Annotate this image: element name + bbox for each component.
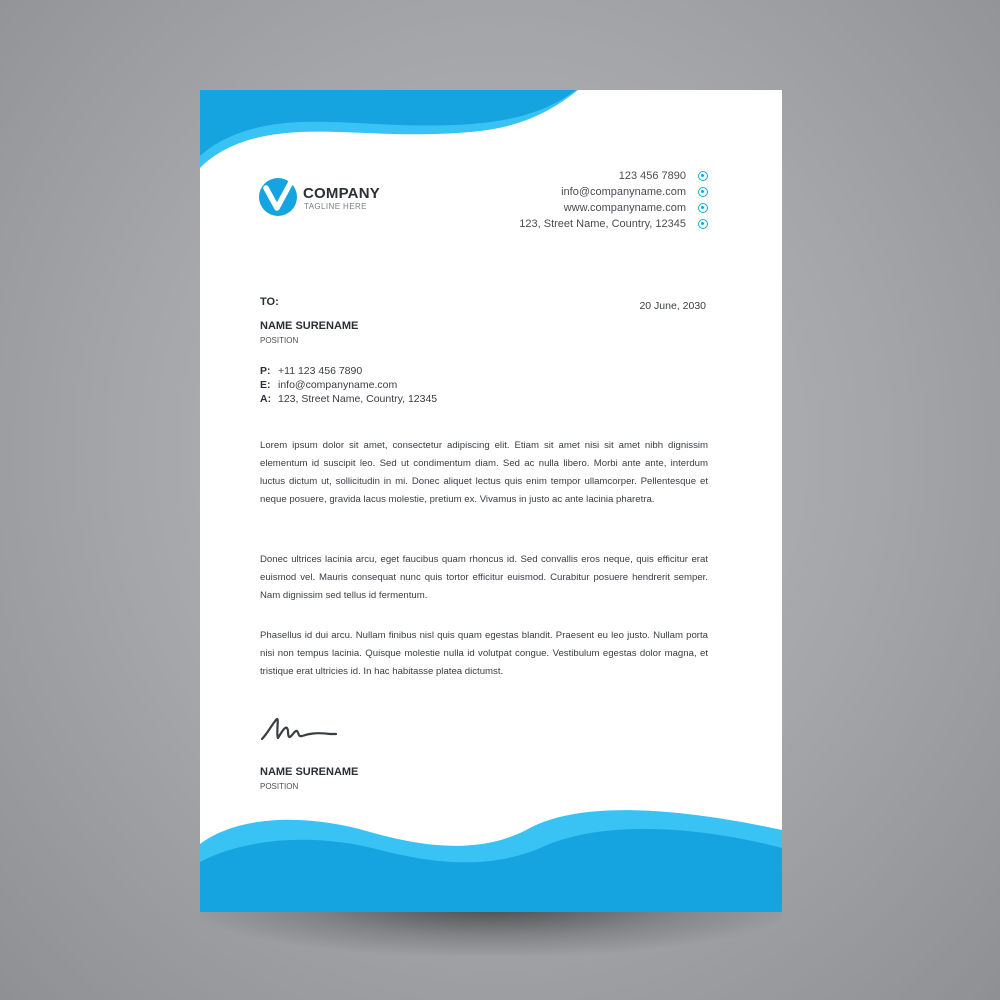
detail-value-address: 123, Street Name, Country, 12345: [278, 393, 438, 405]
recipient-name: NAME SURENAME: [260, 320, 359, 332]
location-icon: [698, 219, 708, 229]
web-icon: [698, 203, 708, 213]
signature-image: [260, 715, 340, 747]
bottom-wave-decoration: [200, 802, 782, 912]
sender-name: NAME SURENAME: [260, 766, 359, 778]
top-wave-decoration: [200, 90, 782, 180]
detail-value-email: info@companyname.com: [278, 379, 398, 391]
company-name: COMPANY: [303, 185, 380, 202]
page-shadow: [200, 905, 782, 955]
company-logo-icon: [258, 177, 298, 217]
to-label: TO:: [260, 296, 279, 308]
sender-position: POSITION: [260, 782, 299, 791]
detail-label-email: E:: [260, 379, 271, 391]
contact-address: 123, Street Name, Country, 12345: [519, 218, 686, 230]
recipient-position: POSITION: [260, 336, 299, 345]
detail-label-address: A:: [260, 393, 272, 405]
contact-email: info@companyname.com: [561, 186, 686, 198]
letter-date: 20 June, 2030: [639, 300, 706, 312]
contact-phone: 123 456 7890: [618, 170, 686, 182]
body-paragraph-1: Lorem ipsum dolor sit amet, consectetur adipiscing elit. Etiam sit amet nisi sit amet nibh dignissim elementum id suscipit leo. Sed ut condimentum diam. Sed ac nulla libero. Morbi ante ante, interdum luctus dictum ut, sollicitudin in mi. Donec aliquet lectus quis enim tempor ullamcorper. Pellentesque et neque posuere, gravida lacus molestie, pretium ex. Vivamus in justo ac ante lacinia pharetra.: [260, 440, 708, 505]
email-icon: [698, 187, 708, 197]
company-tagline: TAGLINE HERE: [304, 202, 367, 211]
phone-icon: [698, 171, 708, 181]
detail-value-phone: +11 123 456 7890: [278, 365, 363, 377]
body-paragraph-3: Phasellus id dui arcu. Nullam finibus nisl quis quam egestas blandit. Praesent eu leo justo. Nullam porta nisi non tempus lacinia. Quisque molestie nulla id volutpat congue. Vestibulum egestas dolor magna, et tristique erat ultricies id. In hac habitasse platea dictumst.: [260, 630, 708, 677]
detail-label-phone: P:: [260, 365, 271, 377]
letterhead-page: [200, 90, 782, 912]
body-paragraph-2: Donec ultrices lacinia arcu, eget faucibus quam rhoncus id. Sed convallis eros neque, quis efficitur erat euismod vel. Mauris consequat nunc quis tortor efficitur euismod. Curabitur posuere hendrerit semper. Nam dignissim sed tellus id fermentum.: [260, 554, 708, 601]
contact-website: www.companyname.com: [563, 202, 686, 214]
